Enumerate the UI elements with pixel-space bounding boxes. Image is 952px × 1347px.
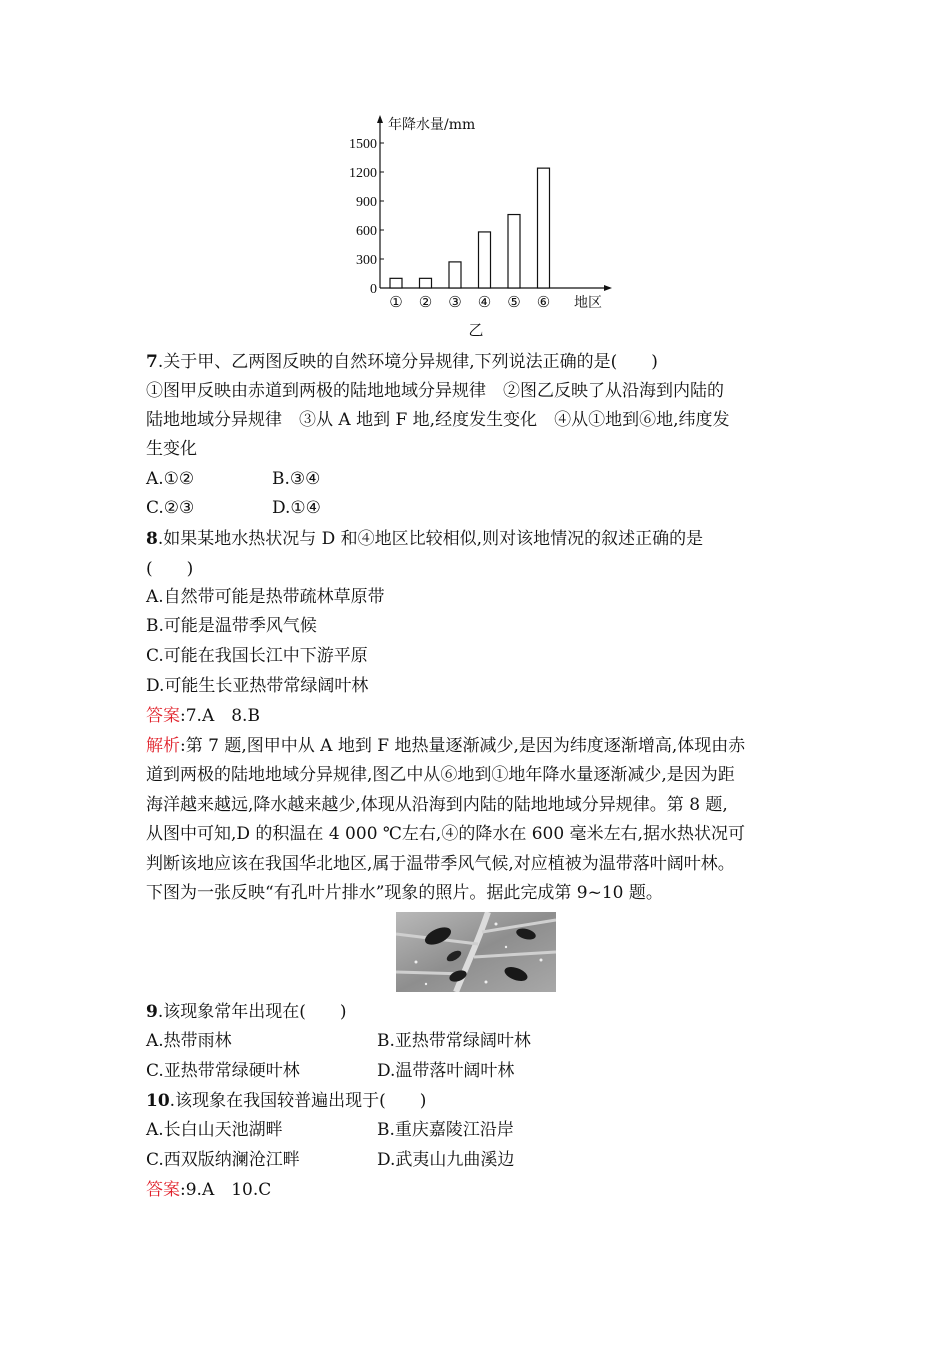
y-tick-label: 300: [356, 253, 377, 268]
explanation-line1: [146, 734, 745, 758]
q7-option-b: B.③④: [272, 469, 321, 489]
answer-9-10: [146, 1178, 271, 1202]
bar: [479, 232, 491, 288]
explanation-label: 解析: [146, 736, 180, 756]
q7-line2: ①图甲反映由赤道到两极的陆地地域分异规律 ②图乙反映了从沿海到内陆的: [146, 381, 724, 401]
leaf-photo: [396, 912, 556, 992]
q9-option-a: A.热带雨林: [146, 1031, 232, 1051]
y-tick-label: 0: [370, 282, 377, 297]
x-tick-label: ⑥: [536, 293, 551, 311]
chart-caption: 乙: [468, 321, 484, 339]
y-tick-label: 1200: [349, 166, 377, 181]
q7-number: 7: [146, 352, 158, 372]
q8-option-d: D.可能生长亚热带常绿阔叶林: [146, 676, 369, 696]
answer2-text: :9.A 10.C: [180, 1180, 272, 1200]
explanation-text: :第 7 题,图甲中从 A 地到 F 地热量逐渐减少,是因为纬度逐渐增高,体现由赤: [180, 736, 746, 756]
x-tick-label: ④: [477, 293, 492, 311]
x-tick-label: ②: [418, 293, 433, 311]
q10-option-c: C.西双版纳澜沧江畔: [146, 1150, 300, 1170]
q9-option-c: C.亚热带常绿硬叶林: [146, 1061, 300, 1081]
x-axis-arrow: [604, 285, 612, 291]
bar: [420, 278, 432, 288]
answer-text: :7.A 8.B: [180, 706, 260, 726]
x-axis-label: 地区: [574, 295, 602, 311]
q10-option-b: B.重庆嘉陵江沿岸: [377, 1120, 514, 1140]
answer2-label: 答案: [146, 1180, 180, 1200]
y-axis-arrow: [377, 115, 383, 123]
bar: [390, 278, 402, 288]
explanation-line4: 从图中可知,D 的积温在 4 000 ℃左右,④的降水在 600 毫米左右,据水热状况可: [146, 824, 745, 844]
q10-option-a: A.长白山天池湖畔: [146, 1120, 283, 1140]
q7-line3: 陆地地域分异规律 ③从 A 地到 F 地,经度发生变化 ④从①地到⑥地,纬度发: [146, 410, 730, 430]
answer-label: 答案: [146, 706, 180, 726]
q10-stem-text: .该现象在我国较普遍出现于( ): [169, 1091, 427, 1111]
x-tick-label: ③: [448, 293, 462, 311]
q7-option-a: A.①②: [146, 469, 195, 489]
answer-7-8: [146, 704, 260, 728]
bar: [449, 262, 461, 288]
q9-number: 9: [146, 1002, 158, 1022]
q7-stem: [146, 350, 658, 374]
q7-stem-text: .关于甲、乙两图反映的自然环境分异规律,下列说法正确的是( ): [157, 352, 658, 372]
q9-option-b: B.亚热带常绿阔叶林: [377, 1031, 531, 1051]
y-tick-label: 600: [356, 224, 377, 239]
q8-paren: ( ): [146, 559, 194, 579]
q8-stem: [146, 527, 703, 551]
q9-option-d: D.温带落叶阔叶林: [377, 1061, 515, 1081]
precipitation-bar-chart: [330, 105, 630, 340]
explanation-line2: 道到两极的陆地地域分异规律,图乙中从⑥地到①地年降水量逐渐减少,是因为距: [146, 765, 735, 785]
bar: [508, 215, 520, 288]
photo-intro: 下图为一张反映“有孔叶片排水”现象的照片。据此完成第 9~10 题。: [146, 883, 663, 903]
q10-stem: [146, 1089, 426, 1113]
q8-option-b: B.可能是温带季风气候: [146, 616, 317, 636]
x-tick-label: ⑤: [507, 293, 521, 311]
y-tick-label: 1500: [349, 137, 377, 152]
q8-option-c: C.可能在我国长江中下游平原: [146, 646, 368, 666]
bar: [538, 168, 550, 288]
q8-option-a: A.自然带可能是热带疏林草原带: [146, 587, 385, 607]
q8-stem-text: .如果某地水热状况与 D 和④地区比较相似,则对该地情况的叙述正确的是: [157, 529, 704, 549]
x-tick-label: ①: [389, 293, 403, 311]
explanation-line3: 海洋越来越远,降水越来越少,体现从沿海到内陆的陆地地域分异规律。第 8 题,: [146, 795, 728, 815]
q7-option-d: D.①④: [272, 498, 321, 518]
q7-option-c: C.②③: [146, 498, 195, 518]
q8-number: 8: [146, 529, 158, 549]
explanation-line5: 判断该地应该在我国华北地区,属于温带季风气候,对应植被为温带落叶阔叶林。: [146, 854, 735, 874]
y-axis-label: 年降水量/mm: [388, 117, 476, 133]
q10-option-d: D.武夷山九曲溪边: [377, 1150, 515, 1170]
q9-stem: [146, 1000, 347, 1024]
q9-stem-text: .该现象常年出现在( ): [157, 1002, 347, 1022]
y-tick-label: 900: [356, 195, 377, 210]
q7-line4: 生变化: [146, 439, 197, 459]
q10-number: 10: [146, 1091, 170, 1111]
